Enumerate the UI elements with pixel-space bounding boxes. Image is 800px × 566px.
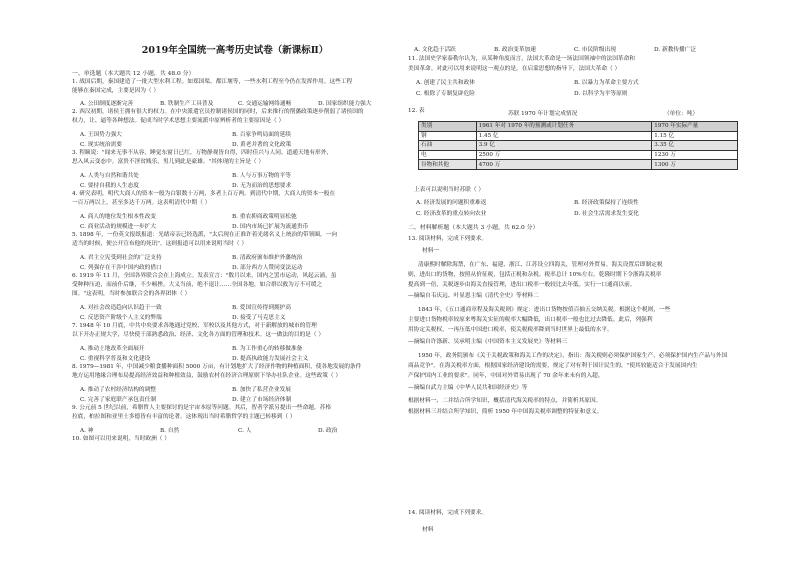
section-heading-1: 一、单选题（本大题共 12 小题，共 48.0 分）: [72, 71, 195, 77]
question-6-line-1: 6. 1919 年 11 月，全国各界联合会在上海成立。发表宣言："数月以来，国内之罢市运动，风起云涌，虽: [72, 273, 337, 279]
material-1-line: 则，进出口的货物，按照从价征税，包括正税和杂税。税率总计 10%左右。乾隆时期下令浙海关税率: [408, 272, 662, 278]
question-9-line-1: 9. 公元前 5 世纪以前，希腊哲人主要探讨的是宇宙本原等问题。其后，智者学派另提出一些命题。苏格: [72, 405, 332, 411]
q4-option-c: C. 商业活动的规模进一步扩大: [80, 224, 157, 230]
table-caption: 苏联 1970 年计划完成情况: [508, 111, 578, 117]
question-3-line-2: 思入风云变态中。富贵不淫贫贱乐，男儿到此是豪雄。"其体现的主旨是（ ）: [72, 159, 265, 165]
q10-option-b: B. 政治变革加速: [494, 47, 536, 53]
question-12-line: 12. 表: [408, 108, 425, 114]
question-14-heading: 14. 阅读材料，完成下列要求。: [408, 510, 488, 516]
table-cell: 1300 万: [652, 160, 738, 170]
q6-option-a: A. 对社会改造趋向认识趋于一致: [80, 305, 162, 311]
q9-option-d: D. 政治: [318, 428, 338, 434]
question-13-heading: 13. 阅读材料，完成下列要求。: [408, 236, 488, 242]
table-cell: 石油: [419, 141, 477, 151]
q9-option-c: C. 人: [238, 428, 252, 434]
question-4-line-2: 一百万两以上，甚至多达千万两。这表明清代中期（ ）: [72, 200, 211, 206]
question-1-line-1: 1. 战国后期，秦国建造了一批大型水利工程。如郑国渠、都江堰等，一些水利工程至今仍在发挥作用。这些工程: [72, 79, 353, 85]
table-row: [419, 131, 738, 141]
question-14-material-label: 材料: [422, 527, 434, 533]
q11-option-b: B. 以暴力为革命主要方式: [574, 80, 639, 86]
production-table: [418, 121, 738, 170]
left-column: [72, 0, 398, 566]
q2-option-d: D. 黄老并著的文化政策: [232, 142, 292, 148]
question-11-line-1: 11. 法国史学家泰勒尔认为，从某种角度而言，法国大革命是一场法国领袖中的法国革命和: [408, 56, 635, 62]
q11-option-d: D. 以科学为平等原则: [574, 91, 628, 97]
material-1-line: 提高到一倍，关税逐步由海关直接管理，进出口税率一般较比去年低。实行一口通商以前。: [408, 282, 636, 288]
question-9-line-2: 拉底，柏拉图和亚里士多德皆有丰富的论著。这体现出当时希腊哲学的主题已转移到（ ）: [72, 414, 296, 420]
q6-option-d: D. 接受了马克思主义: [232, 315, 286, 321]
table-unit: （单位：吨）: [664, 111, 699, 117]
material-2-line: 主要进口货物税率较原来粤海关实征的税率大幅降低，出口税率一般也比过去降低。此后，列强利: [408, 317, 653, 323]
q8-option-c: C. 完善了家庭联产承包责任制: [80, 397, 157, 403]
q5-option-c: C. 列强存在干涉中国内政的借口: [80, 265, 162, 271]
page-title: 2019年全国统一高考历史试卷（新课标Ⅱ）: [141, 45, 329, 56]
table-cell: 电: [419, 150, 477, 160]
table-cell: 钢: [419, 131, 477, 141]
q3-option-c: C. 要持自我的人生态度: [80, 183, 139, 189]
question-7-line-1: 7. 1948 年 10 月底，中共中央要求各地通过党校、军校以及其他方式，对于新解放的城市的管理: [72, 323, 317, 329]
q4-option-a: A. 商人的地位发生根本性改变: [80, 214, 156, 220]
table-cell: 3.35 亿: [652, 141, 738, 151]
q3-option-d: D. 无为而治的思想要求: [232, 183, 292, 189]
q9-option-a: A. 神: [80, 428, 94, 434]
question-7-line-2: 以下开办正规大学，尽快使干部熟悉政治、经济、文化各方面的管理和技术。这一做法的目的是（ ）: [72, 332, 325, 338]
q9-option-b: B. 自然: [160, 428, 180, 434]
q5-option-b: B. 清政府颁布维护外藩统治: [232, 255, 303, 261]
q8-option-a: A. 推动了农村经济结构的调整: [80, 387, 156, 393]
table-cell: 4700 万: [476, 160, 652, 170]
q7-option-b: B. 为工作重心的转移做准备: [232, 346, 303, 352]
question-4-line-1: 4. 研究表明，明代大商人的资本一般为白银数十万两，多者上百万两。到清代中期，大商人的资本一般在: [72, 191, 336, 197]
q8-option-d: D. 建立了市场经济体制: [232, 397, 292, 403]
table-row: [419, 160, 738, 170]
material-1-label: 材料一: [422, 248, 440, 254]
q11-option-c: C. 根除了专制复辟危险: [416, 91, 475, 97]
right-column: [408, 0, 738, 566]
question-6-line-3: 图。"这表明，当时参加联合会的各界团体（ ）: [72, 291, 191, 297]
q1-option-b: B. 铁制生产工具普及: [160, 101, 214, 107]
table-cell: 1230 万: [652, 150, 738, 160]
table-header-cell: 类别: [419, 122, 477, 132]
material-3-source: —摘编自武力主编《中华人民共和国经济史》等: [408, 385, 528, 391]
q12-option-c: C. 经济改革的重点转向农业: [416, 211, 487, 217]
q7-option-a: A. 推动土地改革全面展开: [80, 346, 145, 352]
q6-option-b: B. 爱国宣传得到拥护高: [232, 305, 291, 311]
q1-option-c: C. 交通运输网络通畅: [238, 101, 292, 107]
q10-option-d: D. 新教传播广泛: [654, 47, 697, 53]
table-cell: 3.9 亿: [476, 141, 652, 151]
task-2: 根据材料三并结合所学知识，简析 1950 年中国海关税率调整的特征和意义。: [408, 409, 603, 415]
question-8-line-2: 地方运用地缘合理布局提高经济效益和种植效益，鼓励农村在经济合理原则下举办社队企业。这些政策（ ）: [72, 373, 342, 379]
question-11-line-2: 美国革命。对此可以用来说明这一观点的是，在启蒙思想的指导下，法国大革命（ ）: [408, 66, 621, 72]
table-cell: 1.45 亿: [476, 131, 652, 141]
q10-option-a: A. 文化趋于活跃: [414, 47, 456, 53]
material-1-source: —摘编自韦庆远、叶显恩主编《清代全史》等材料二: [408, 293, 539, 299]
question-6-line-2: 受种种压迫，而前仆后继，不少顿挫。大义当前，绝不退让……全国各地，如合群以救为万不可缓之: [72, 282, 323, 288]
question-3-line-1: 3. 程颐说："闻来无事不从容，睡觉东窗日已红。万物静观皆自得，四时佳兴与人同。道通天地有形外，: [72, 150, 333, 156]
q2-option-b: B. 百家争鸣局面的延续: [232, 132, 291, 138]
q2-option-a: A. 王国势力强大: [80, 132, 122, 138]
q7-option-d: D. 提高执政能力发展社会主义: [232, 356, 309, 362]
q2-option-c: C. 现实统治需要: [80, 142, 122, 148]
q8-option-b: B. 加快了私营企业发展: [232, 387, 291, 393]
q7-option-c: C. 重视科学普及和文化建设: [80, 356, 151, 362]
table-cell: 谷物和其他: [419, 160, 477, 170]
q10-option-c: C. 市民阶级出现: [574, 47, 616, 53]
table-header-cell: 1970 年实际产量: [652, 122, 738, 132]
question-2-line-2: 权力，让、逼等各种想法。促成当时学术思想主要流派中原辨析者的主要原因是（ ）: [72, 118, 285, 124]
question-5-line-1: 5. 1898 年，一份英文报纸报道：光绪帝亲已经选派，"太后现在正准许着光绪名义上统治的带领圈，一向: [72, 232, 338, 238]
table-row: [419, 150, 738, 160]
q6-option-c: C. 反思资产阶级个人主义的弊端: [80, 315, 162, 321]
table-cell: 2500 万: [476, 150, 652, 160]
question-10-line-1: 10. 如图可以用来说明，当时欧洲（ ）: [72, 436, 170, 442]
material-2-source: —摘编自许涤新、吴承明主编《中国资本主义发展史》等材料三: [408, 339, 568, 345]
question-2-line-1: 2. 西汉初期，诸侯王拥有很大的权力。在中央派遣官员控制诸侯国的同时，后来推行的削藩政策逐步削弱了诸侯国的: [72, 109, 364, 115]
q3-option-a: A. 人类与自然和谐共处: [80, 173, 139, 179]
material-2-line: 用协定关税权，一再压低中国进口税率，使关税税率降到当时世界上最低的水平。: [408, 327, 613, 333]
q3-option-b: B. 人与万事万物的平等: [232, 173, 291, 179]
q12-option-b: B. 经济政策保持了连续性: [574, 200, 639, 206]
material-3-line: 1950 年，政务院颁布《关于关税政策和海关工作的决定》，指出：海关税则必须保护国家生产，必须保护国内生产品与外国: [418, 353, 728, 359]
material-2-line: 1843 年，《五口通商章程及海关税则》规定：进出口货物按值百抽五交纳关税。根据这个税则，一些: [418, 307, 671, 313]
question-1-line-2: 能够在秦国完成，主要是因为（ ）: [72, 88, 160, 94]
question-5-line-2: 适当的时候，便公开宣布他的死讯"。这则报道可以用来说明当时（ ）: [72, 241, 248, 247]
q11-option-a: A. 创建了民主共和政体: [416, 80, 475, 86]
q4-option-d: D. 国内市场已扩展为流通贵币: [232, 224, 309, 230]
q4-option-b: B. 重农抑商政策明显松弛: [232, 214, 297, 220]
q5-option-d: D. 部分西方人赞同变法运动: [232, 265, 303, 271]
task-1: 根据材料一、二并结合所学知识，概括清代海关税率的特点，并简析其原因。: [408, 398, 602, 404]
q1-option-a: A. 公田制度逐渐完善: [80, 101, 134, 107]
question-8-line-1: 8. 1979—1981 年，中国减少粮食播种面积 5000 万亩，有计划地扩大了经济作物的种植面积，使各地发展的条件: [72, 364, 362, 370]
question-12-stem: 上表可以说明当时苏联（ ）: [414, 187, 485, 193]
material-1-line: 清康熙时解除海禁，在广东、福建、浙江、江苏设立四海关，管理对外贸易。海关设置后即制定税: [418, 262, 663, 268]
table-row: [419, 141, 738, 151]
q5-option-a: A. 君主立宪受到社会的广泛支持: [80, 255, 162, 261]
q12-option-d: D. 社会生活需求发生变化: [574, 211, 639, 217]
material-3-line: 产保护国内工业的要求"。同年，中国对外贸易出现了 70 余年来未有的入超。: [408, 373, 604, 379]
table-header-row: [419, 122, 738, 132]
table-header-cell: 1961 年对 1970 年的预测或计划任务: [476, 122, 652, 132]
section-heading-2: 二、材料解析题（本大题共 3 小题，共 62.0 分）: [408, 225, 539, 231]
material-3-line: 商品竞争"。在海关税率方面，根据国家经济建设的需要，规定了对有利于国计民生的，"使其较能适合于发展国内生: [408, 363, 698, 369]
table-cell: 1.15 亿: [652, 131, 738, 141]
q1-option-d: D. 国家组织能力强大: [318, 101, 372, 107]
q12-option-a: A. 经济发展的问题积重难返: [416, 200, 487, 206]
